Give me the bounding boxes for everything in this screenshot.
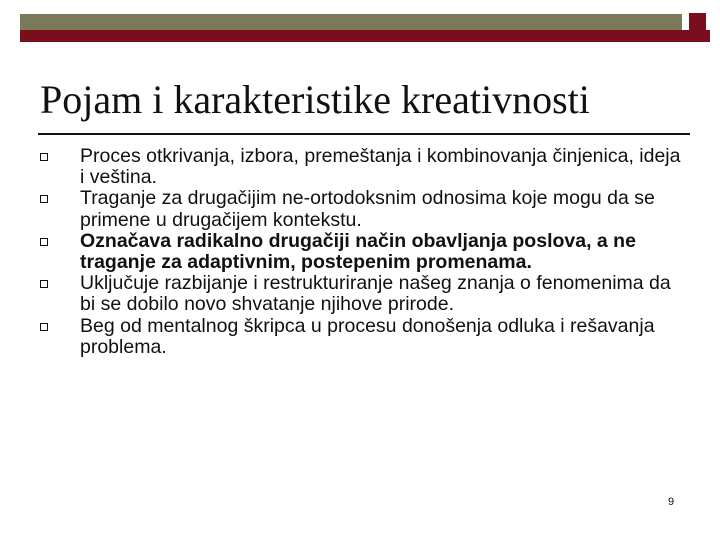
corner-square-decoration <box>689 13 706 30</box>
bullet-text: Označava radikalno drugačiji način obavljanja poslova, a ne traganje za adaptivnim, postepenim promenama. <box>80 229 636 274</box>
bullet-item <box>40 146 690 188</box>
page-number: 9 <box>668 496 675 508</box>
bullet-item <box>40 188 690 230</box>
hollow-square-icon <box>40 238 48 246</box>
bullet-list <box>40 146 690 358</box>
hollow-square-icon <box>40 153 48 161</box>
bullet-text: Traganje za drugačijim ne-ortodoksnim odnosima koje mogu da se primene u drugačijem kontekstu. <box>80 187 655 231</box>
slide-title: Pojam i karakteristike kreativnosti <box>40 77 590 122</box>
bullet-item <box>40 273 690 315</box>
header-band-maroon <box>20 30 710 42</box>
hollow-square-icon <box>40 323 48 331</box>
header-band-olive <box>20 14 682 30</box>
hollow-square-icon <box>40 280 48 288</box>
bullet-item <box>40 316 690 358</box>
title-divider <box>38 133 690 135</box>
bullet-text: Beg od mentalnog škripca u procesu donošenja odluka i rešavanja problema. <box>80 314 655 358</box>
bullet-text: Uključuje razbijanje i restrukturiranje našeg znanja o fenomenima da bi se dobilo novo shvatanje njihove prirode. <box>80 272 671 316</box>
bullet-item <box>40 231 690 273</box>
bullet-text: Proces otkrivanja, izbora, premeštanja i kombinovanja činjenica, ideja i veština. <box>80 145 681 189</box>
hollow-square-icon <box>40 195 48 203</box>
